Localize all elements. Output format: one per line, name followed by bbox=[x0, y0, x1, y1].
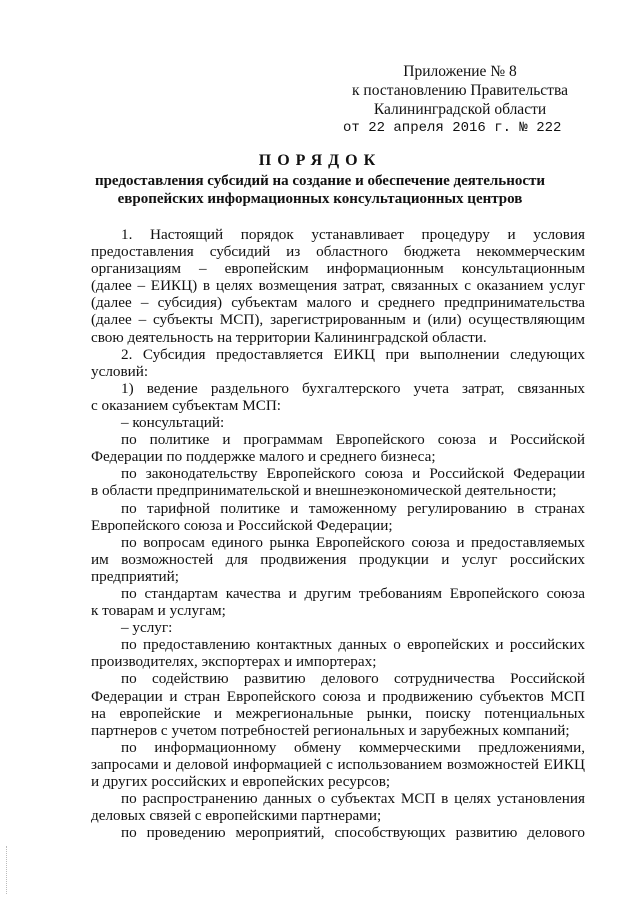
body-line: Европейского союза и Российской Федерации; bbox=[91, 516, 393, 534]
body-line: – услуг: bbox=[121, 619, 173, 637]
body-line: Федерации по поддержке малого и среднего бизнеса; bbox=[91, 448, 436, 466]
body-line: предприятий; bbox=[91, 567, 179, 585]
body-line: по информационному обмену коммерческими предложениями, bbox=[121, 738, 585, 756]
body-line: условий: bbox=[91, 362, 149, 380]
document-body bbox=[91, 226, 585, 841]
document-title: ПОРЯДОК bbox=[258, 152, 382, 169]
body-line: организациям – европейским информационным консультационным bbox=[91, 260, 585, 278]
appendix-resolution-ref: к постановлению Правительства bbox=[352, 82, 568, 99]
body-line: деловых связей с европейскими партнерами; bbox=[91, 807, 382, 825]
subtitle-line-2: европейских информационных консультационных центров bbox=[117, 191, 523, 207]
body-line: по тарифной политике и таможенному регулированию в странах bbox=[121, 499, 585, 517]
body-line: 1) ведение раздельного бухгалтерского учета затрат, связанных bbox=[121, 379, 585, 397]
body-line: (далее – субъекты МСП), зарегистрированным и (или) осуществляющим bbox=[91, 311, 585, 329]
body-line: производителях, экспортерах и импортерах; bbox=[91, 653, 377, 671]
body-line: предоставления субсидий из областного бюджета некоммерческим bbox=[91, 243, 585, 261]
body-line: по законодательству Европейского союза и Российской Федерации bbox=[121, 465, 585, 483]
body-line: (далее – субсидия) субъектам малого и среднего предпринимательства bbox=[91, 294, 585, 312]
body-line: к товарам и услугам; bbox=[91, 602, 226, 620]
body-line: с оказанием субъектам МСП: bbox=[91, 396, 282, 414]
body-line: на европейские и межрегиональные рынки, поиску потенциальных bbox=[91, 704, 585, 722]
body-line: по распространению данных о субъектах МСП в целях установления bbox=[121, 790, 585, 808]
scan-margin-mark bbox=[6, 846, 8, 894]
body-line: им возможностей для продвижения продукции и услуг российских bbox=[91, 550, 585, 568]
body-line: по политике и программам Европейского союза и Российской bbox=[121, 431, 585, 449]
body-line: в области предпринимательской и внешнеэкономической деятельности; bbox=[91, 482, 557, 500]
body-line: – консультаций: bbox=[121, 414, 225, 432]
body-line: партнеров с учетом потребностей региональных и зарубежных компаний; bbox=[91, 721, 570, 739]
body-line: по стандартам качества и другим требованиям Европейского союза bbox=[121, 584, 585, 602]
body-line: (далее – ЕИКЦ) в целях возмещения затрат, связанных с оказанием услуг bbox=[91, 277, 585, 295]
body-line: запросами и деловой информацией с использованием возможностей ЕИКЦ bbox=[91, 755, 585, 773]
appendix-number: Приложение № 8 bbox=[403, 63, 517, 80]
appendix-region: Калининградской области bbox=[373, 101, 547, 118]
body-line: и других российских и европейских ресурсов; bbox=[91, 773, 391, 790]
body-line: по содействию развитию делового сотрудничества Российской bbox=[121, 670, 585, 688]
body-line: 2. Субсидия предоставляется ЕИКЦ при выполнении следующих bbox=[121, 345, 585, 363]
body-line: Федерации и стран Европейского союза и продвижению субъектов МСП bbox=[91, 687, 585, 705]
body-line: 1. Настоящий порядок устанавливает процедуру и условия bbox=[121, 226, 585, 243]
body-line: по предоставлению контактных данных о европейских и российских bbox=[121, 636, 585, 654]
body-line: по проведению мероприятий, способствующих развитию делового bbox=[121, 824, 585, 842]
body-line: свою деятельность на территории Калининградской области. bbox=[91, 328, 487, 346]
appendix-date-number: от 22 апреля 2016 г. № 222 bbox=[343, 120, 562, 136]
document-subtitle bbox=[80, 172, 560, 208]
appendix-header bbox=[340, 62, 580, 138]
subtitle-line-1: предоставления субсидий на создание и обеспечение деятельности bbox=[94, 173, 546, 189]
body-line: по вопросам единого рынка Европейского союза и предоставляемых bbox=[121, 533, 585, 551]
